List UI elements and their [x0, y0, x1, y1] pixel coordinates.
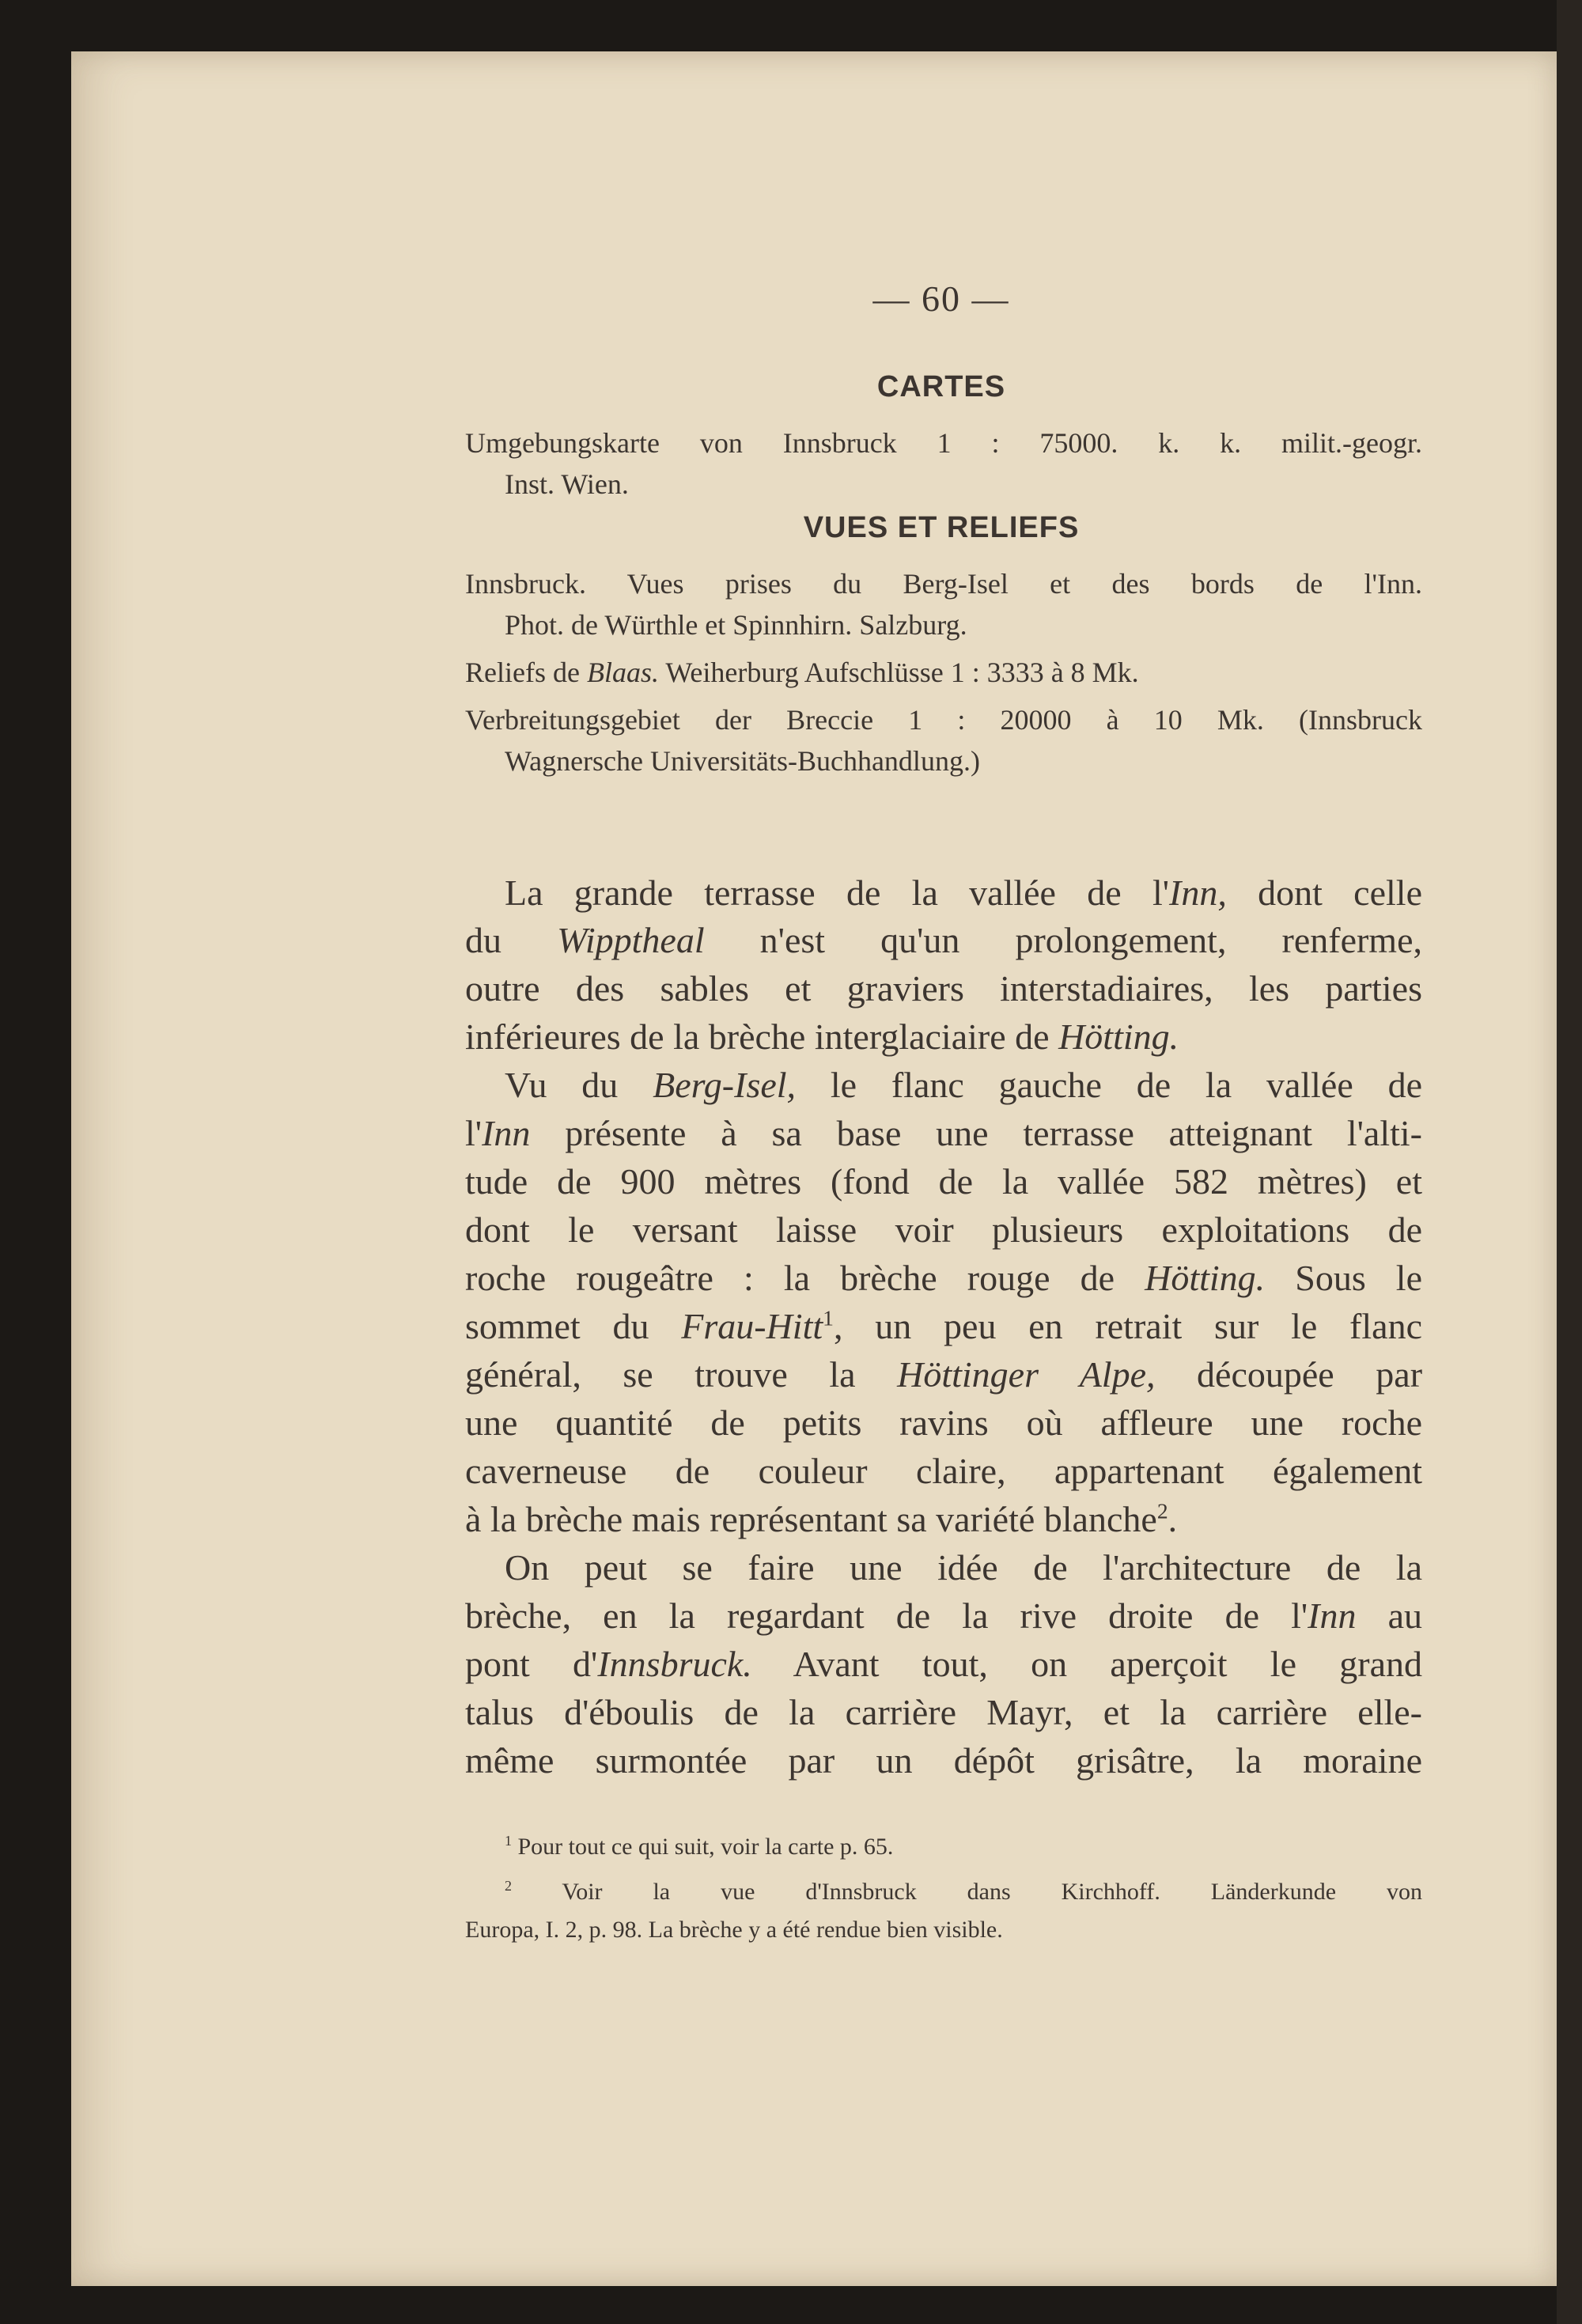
text-run: pont d'	[465, 1644, 598, 1684]
text-run: l'	[465, 1113, 483, 1153]
text-run: roche rougeâtre : la brèche rouge de	[465, 1258, 1145, 1298]
text-run: à la brèche mais représentant sa variété blanche	[465, 1499, 1157, 1539]
footnote-mark: 2	[505, 1878, 512, 1894]
cartes-entry-line: Inst. Wien.	[505, 468, 629, 500]
footnote-ref: 2	[1156, 1498, 1168, 1523]
cartes-heading: CARTES	[876, 370, 1006, 403]
body-line	[465, 1498, 1178, 1539]
vues-entry-line: Phot. de Würthle et Spinnhirn. Salzburg.	[505, 609, 967, 641]
body-line	[505, 1067, 1422, 1103]
text-run: au	[1356, 1595, 1422, 1636]
text-run-italic: Inn,	[1169, 872, 1227, 913]
body-line: On peut se faire une idée de l'architecture de la	[505, 1547, 1422, 1588]
text-run-italic: Hötting.	[1058, 1016, 1179, 1057]
text-run: sommet du	[465, 1306, 682, 1346]
body-line	[465, 1646, 1422, 1682]
page-number: — 60 —	[872, 278, 1010, 319]
body-line	[465, 1260, 1422, 1296]
cartes-entry-line: Umgebungskarte von Innsbruck 1 : 75000. k. k. milit.-geogr.	[465, 427, 1422, 459]
text-run: brèche, en la regardant de la rive droite de l'	[465, 1595, 1308, 1636]
text-run: du	[465, 920, 558, 960]
body-line: dont le versant laisse voir plusieurs exploitations de	[465, 1209, 1422, 1250]
text-run: le flanc gauche de la vallée de	[796, 1065, 1422, 1105]
text-run: Sous le	[1265, 1258, 1422, 1298]
text-run-italic: Frau-Hitt	[681, 1306, 823, 1346]
body-line	[465, 1016, 1179, 1057]
text-run: général, se trouve la	[465, 1354, 898, 1395]
body-line: même surmontée par un dépôt grisâtre, la moraine	[465, 1740, 1422, 1781]
text-run: dont celle	[1226, 872, 1422, 913]
text-run: Reliefs de	[465, 657, 587, 688]
vues-entry-line	[465, 658, 1139, 687]
vues-heading: VUES ET RELIEFS	[803, 511, 1080, 544]
body-line	[465, 1354, 1423, 1395]
text-run-italic: Inn	[1308, 1595, 1357, 1636]
body-line: outre des sables et graviers interstadiaires, les parties	[465, 968, 1422, 1009]
footnote-text: Voir la vue d'Innsbruck dans Kirchhoff. Länderkunde von	[512, 1879, 1422, 1905]
body-line: tude de 900 mètres (fond de la vallée 582 mètres) et	[465, 1161, 1422, 1202]
body-line: une quantité de petits ravins où affleure une roche	[465, 1402, 1422, 1443]
text-run-italic: Innsbruck.	[597, 1644, 752, 1684]
text-run: n'est qu'un prolongement, renferme,	[704, 920, 1423, 960]
text-run: découpée par	[1155, 1354, 1423, 1395]
vues-entry-line: Verbreitungsgebiet der Breccie 1 : 20000 à 10 Mk. (Innsbruck	[465, 704, 1422, 736]
text-run: Weiherburg Aufschlüsse 1 : 3333 à 8 Mk.	[658, 657, 1139, 688]
text-run: Avant tout, on aperçoit le grand	[751, 1644, 1422, 1684]
page-edge	[1557, 0, 1582, 2324]
vues-entry-line: Innsbruck. Vues prises du Berg-Isel et des bords de l'Inn.	[465, 568, 1422, 600]
text-run: présente à sa base une terrasse atteignant l'alti-	[530, 1113, 1422, 1153]
footnote-2	[505, 1880, 1422, 1904]
text-run: .	[1168, 1499, 1178, 1539]
footnote-text: Pour tout ce qui suit, voir la carte p. 65.	[512, 1834, 894, 1860]
footnote-ref: 1	[823, 1305, 834, 1330]
body-line	[465, 1305, 1422, 1346]
text-run-italic: Wipptheal	[557, 920, 705, 960]
body-line	[505, 872, 1422, 913]
footnote-mark: 1	[505, 1833, 512, 1849]
body-line: caverneuse de couleur claire, appartenant également	[465, 1451, 1422, 1491]
text-run-italic: Inn	[482, 1113, 531, 1153]
body-line: talus d'éboulis de la carrière Mayr, et la carrière elle-	[465, 1692, 1422, 1732]
body-line	[465, 1115, 1422, 1152]
footnote-2-continued: Europa, I. 2, p. 98. La brèche y a été rendue bien visible.	[465, 1917, 1003, 1943]
text-run-italic: Berg-Isel,	[653, 1065, 797, 1105]
text-run: inférieures de la brèche interglaciaire de	[465, 1016, 1059, 1057]
body-line	[465, 1595, 1422, 1636]
text-run: , un peu en retrait sur le flanc	[833, 1306, 1422, 1346]
text-run-italic: Hötting.	[1145, 1258, 1266, 1298]
body-line	[465, 922, 1422, 959]
text-run-italic: Höttinger Alpe,	[897, 1354, 1156, 1395]
text-run-italic: Blaas.	[586, 657, 659, 688]
footnote-1	[505, 1835, 893, 1859]
text-run: La grande terrasse de la vallée de l'	[505, 872, 1170, 913]
vues-entry-line: Wagnersche Universitäts-Buchhandlung.)	[505, 745, 980, 777]
text-run: Vu du	[505, 1065, 653, 1105]
